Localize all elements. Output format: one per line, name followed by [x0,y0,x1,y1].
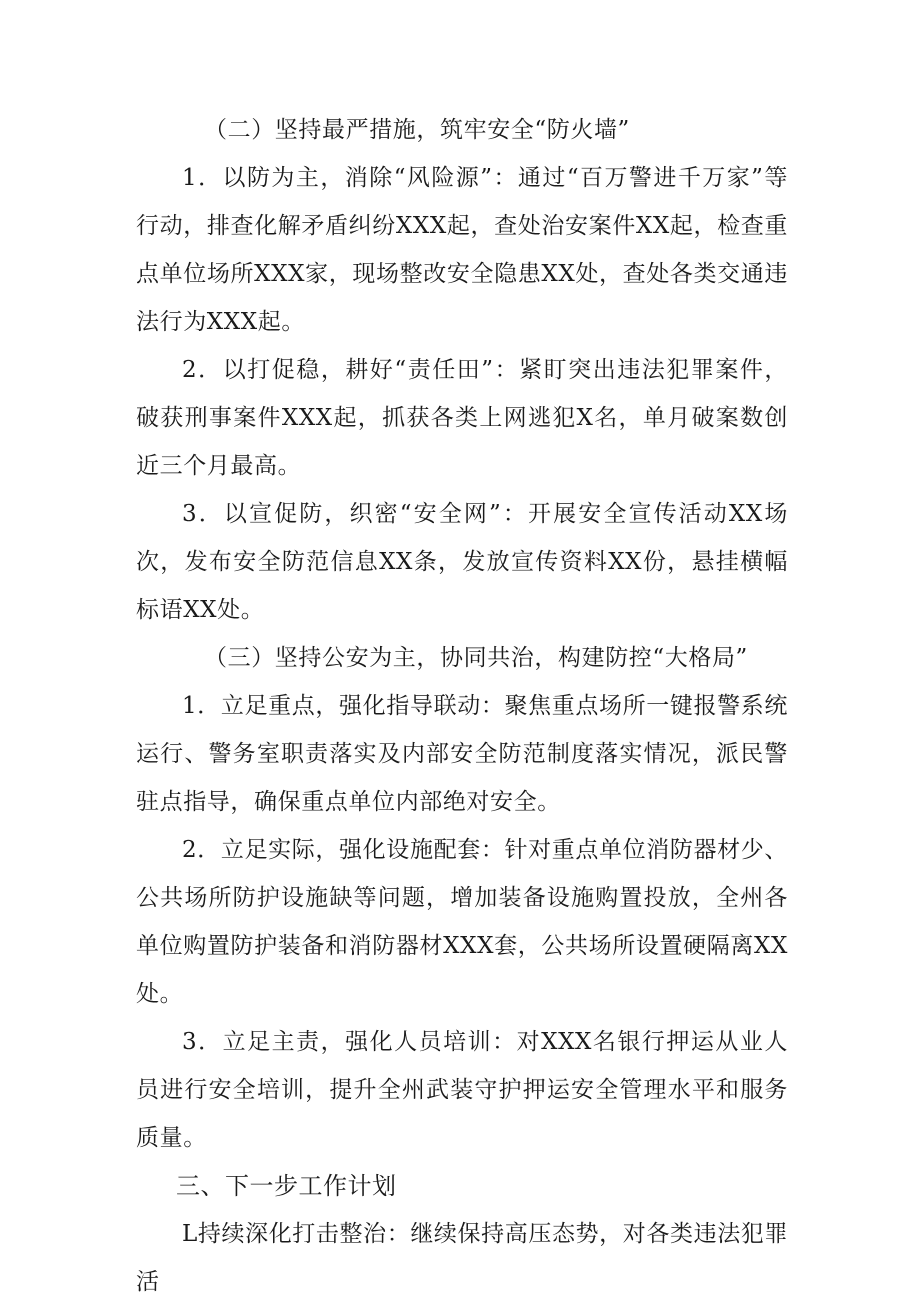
section-heading-next-plan: 三、下一步工作计划 [176,1172,397,1200]
section-subheading-3: （三）坚持公安为主，协同共治，构建防控“大格局” [204,645,748,671]
paragraph-key-focus: 1．立足重点，强化指导联动：聚焦重点场所一键报警系统运行、警务室职责落实及内部安全防范制度落实情况，派民警驻点指导，确保重点单位内部绝对安全。 [136,693,788,815]
paragraph-training: 3．立足主责，强化人员培训：对XXX名银行押运从业人员进行安全培训，提升全州武装守护押运安全管理水平和服务质量。 [136,1029,788,1151]
paragraph-prevention: 1．以防为主，消除“风险源”：通过“百万警进千万家”等行动，排查化解矛盾纠纷XXX起，查处治安案件XX起，检查重点单位场所XXX家，现场整改安全隐患XX处，查处各类交通违法行为XXX起。 [136,165,788,335]
paragraph-facilities: 2．立足实际，强化设施配套：针对重点单位消防器材少、公共场所防护设施缺等问题，增加装备设施购置投放，全州各单位购置防护装备和消防器材XXX套，公共场所设置硬隔离XX处。 [136,837,788,1007]
paragraph-publicity: 3．以宣促防，织密“安全网”：开展安全宣传活动XX场次，发布安全防范信息XX条，发放宣传资料XX份，悬挂横幅标语XX处。 [136,501,788,623]
paragraph-crackdown: 2．以打促稳，耕好“责任田”：紧盯突出违法犯罪案件，破获刑事案件XXX起，抓获各类上网逃犯X名，单月破案数创近三个月最高。 [136,357,788,479]
document-body [136,106,788,1306]
paragraph-continue-crackdown: L持续深化打击整治：继续保持高压态势，对各类违法犯罪活 [136,1221,788,1295]
section-subheading-2: （二）坚持最严措施，筑牢安全“防火墙” [204,117,630,143]
